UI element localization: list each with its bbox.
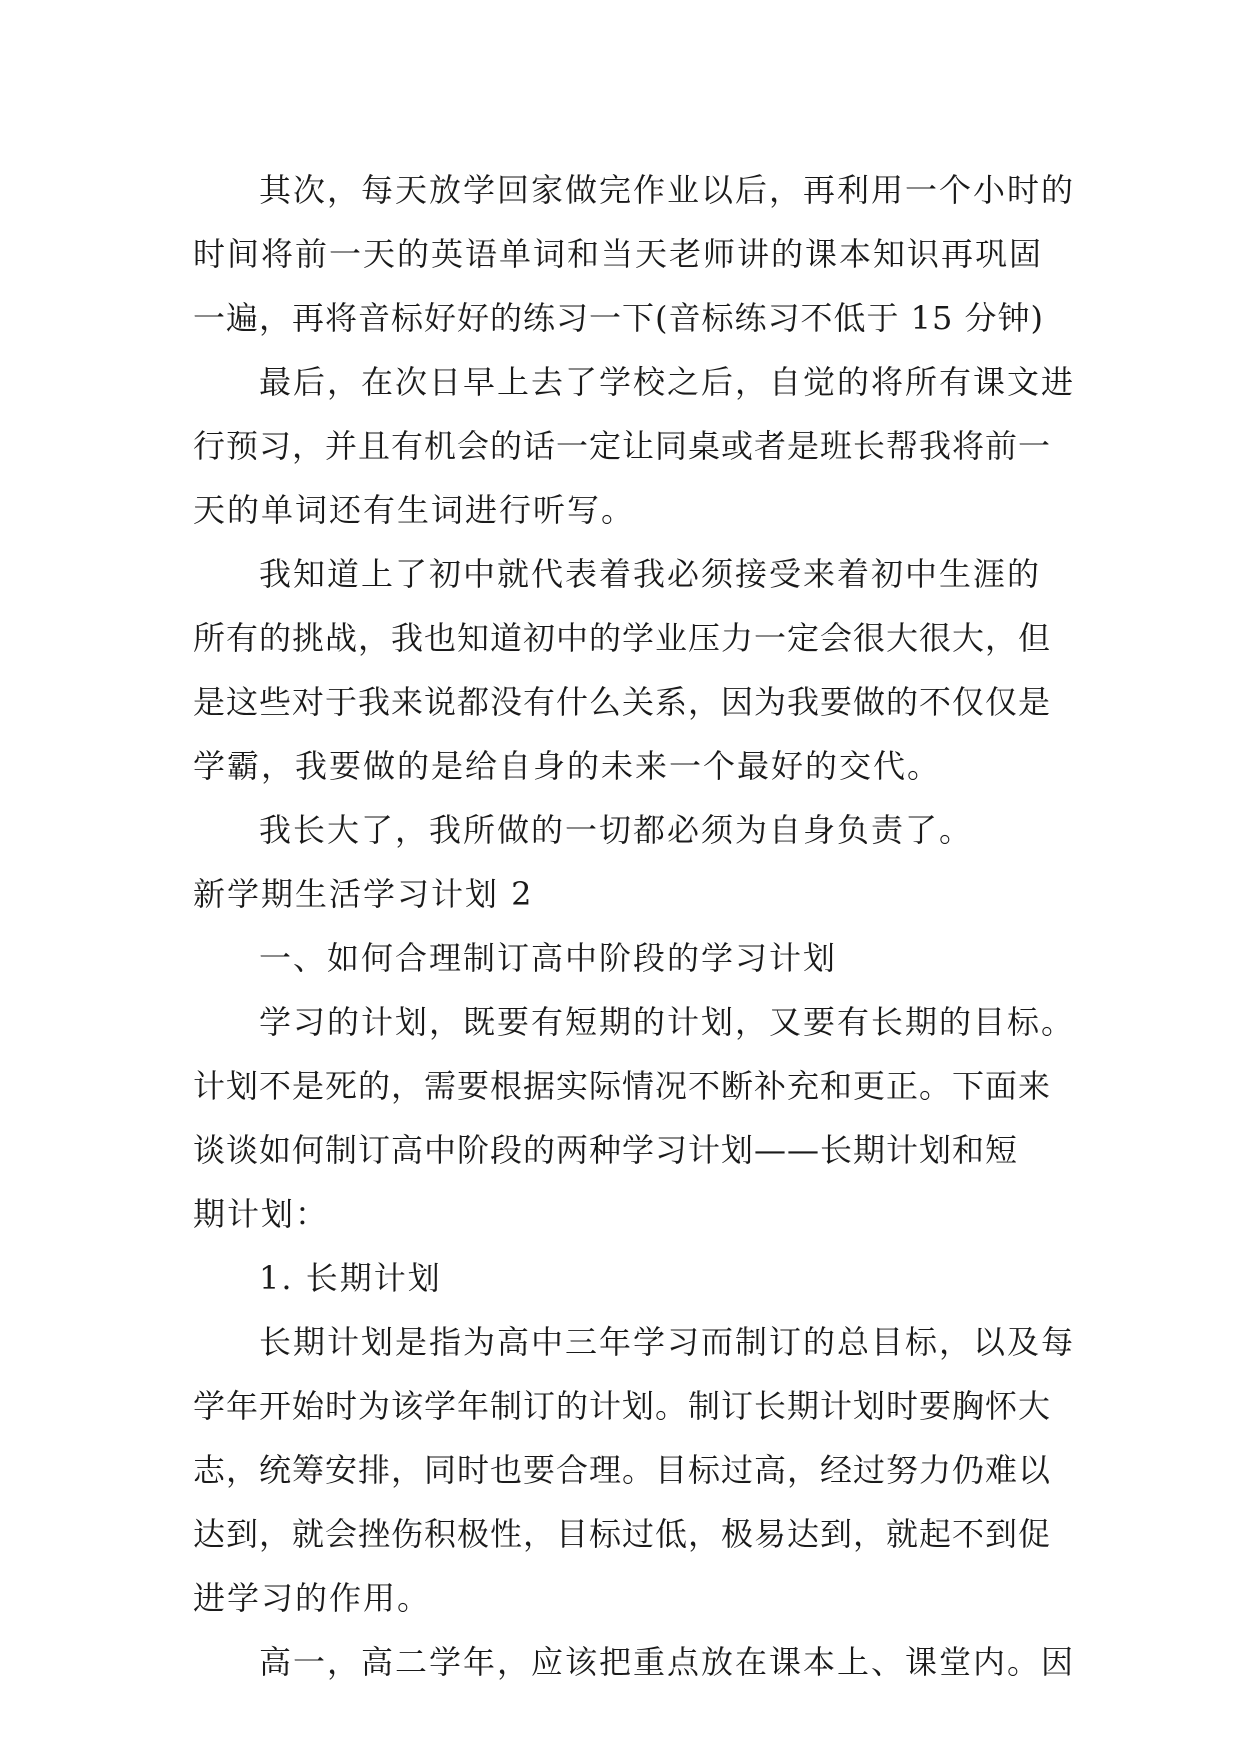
text-line: 谈谈如何制订高中阶段的两种学习计划——长期计划和短	[193, 1131, 1019, 1169]
text-line: 志，统筹安排，同时也要合理。目标过高，经过努力仍难以	[193, 1451, 1052, 1489]
text-line: 计划不是死的，需要根据实际情况不断补充和更正。下面来	[193, 1067, 1052, 1105]
text-line: 我知道上了初中就代表着我必须接受来着初中生涯的	[259, 555, 1042, 593]
subsection-heading: 一、如何合理制订高中阶段的学习计划	[259, 939, 838, 977]
text-line: 学年开始时为该学年制订的计划。制订长期计划时要胸怀大	[193, 1387, 1052, 1425]
text-line: 进学习的作用。	[193, 1579, 432, 1617]
section-heading: 新学期生活学习计划 2	[193, 875, 534, 913]
text-line: 时间将前一天的英语单词和当天老师讲的课本知识再巩固	[193, 235, 1044, 273]
text-line: 我长大了，我所做的一切都必须为自身负责了。	[259, 811, 974, 849]
text-line: 学习的计划，既要有短期的计划，又要有长期的目标。	[259, 1003, 1076, 1041]
text-line: 一遍，再将音标好好的练习一下(音标练习不低于 15 分钟)	[193, 299, 1045, 337]
text-line: 所有的挑战，我也知道初中的学业压力一定会很大很大，但	[193, 619, 1052, 657]
text-line: 天的单词还有生词进行听写。	[193, 491, 636, 529]
text-line: 达到，就会挫伤积极性，目标过低，极易达到，就起不到促	[193, 1515, 1052, 1553]
text-line: 长期计划是指为高中三年学习而制订的总目标，以及每	[259, 1323, 1076, 1361]
text-line: 学霸，我要做的是给自身的未来一个最好的交代。	[193, 747, 942, 785]
document-page	[193, 158, 1076, 1694]
text-line: 最后，在次日早上去了学校之后，自觉的将所有课文进	[259, 363, 1076, 401]
text-line: 期计划：	[193, 1195, 330, 1233]
text-line: 是这些对于我来说都没有什么关系，因为我要做的不仅仅是	[193, 683, 1052, 721]
text-line: 其次，每天放学回家做完作业以后，再利用一个小时的	[259, 171, 1076, 209]
list-heading: 1. 长期计划	[259, 1259, 442, 1297]
text-line: 高一，高二学年，应该把重点放在课本上、课堂内。因	[259, 1643, 1076, 1681]
text-line: 行预习，并且有机会的话一定让同桌或者是班长帮我将前一	[193, 427, 1052, 465]
